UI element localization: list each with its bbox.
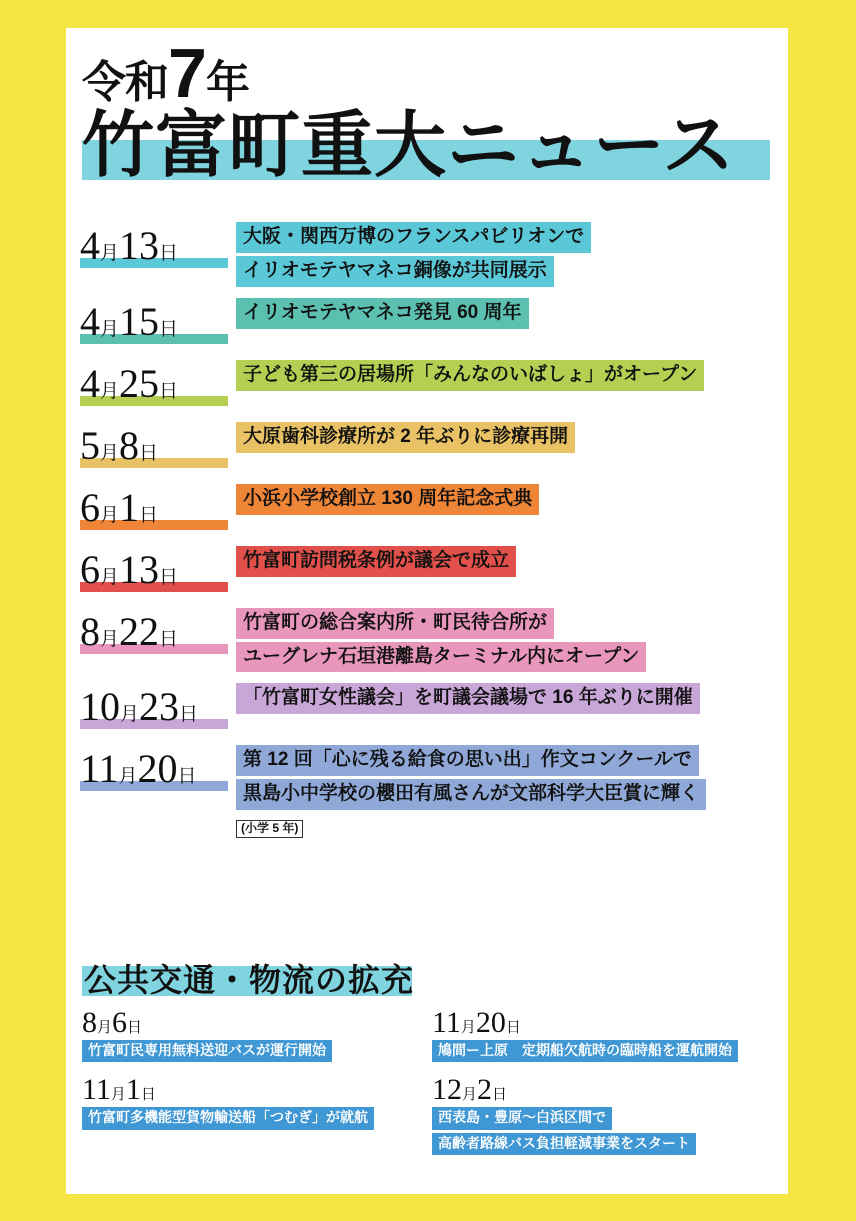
sub-date — [432, 1008, 782, 1038]
news-headline-line: 黒島小中学校の櫻田有風さんが文部科学大臣賞に輝く — [236, 779, 706, 810]
news-row — [66, 482, 788, 538]
news-headline — [236, 743, 788, 813]
news-headline — [236, 220, 788, 290]
news-month: 8 — [80, 608, 100, 654]
news-headline-line: 竹富町訪問税条例が議会で成立 — [236, 546, 516, 577]
news-month: 4 — [80, 223, 100, 268]
page-title: 竹富町重大ニュース — [82, 106, 736, 186]
sub-month: 12 — [432, 1073, 462, 1107]
sub-date — [82, 1008, 432, 1038]
news-headline — [236, 681, 788, 717]
sub-item — [82, 1075, 432, 1132]
sub-day-unit: 日 — [127, 1019, 143, 1036]
title-main-wrap — [78, 106, 778, 188]
news-headline — [236, 420, 788, 456]
news-headline — [236, 358, 788, 394]
news-headline-line: イリオモテヤマネコ発見 60 周年 — [236, 298, 529, 329]
title-year-suffix: 年 — [205, 58, 249, 107]
news-headline-line: 大阪・関西万博のフランスパビリオンで — [236, 222, 591, 253]
news-month-unit: 月 — [120, 704, 140, 726]
sub-day: 6 — [112, 1006, 128, 1039]
news-row — [66, 606, 788, 676]
news-month: 11 — [80, 746, 119, 792]
news-month-unit: 月 — [118, 766, 138, 788]
news-month-unit: 月 — [100, 380, 120, 402]
sub-month-unit: 月 — [110, 1086, 126, 1104]
sub-headline-line: 高齢者路線バス負担軽減事業をスタート — [432, 1133, 696, 1155]
sub-month: 11 — [432, 1006, 461, 1039]
section-column-right — [432, 1008, 782, 1168]
news-day: 25 — [119, 360, 160, 406]
news-day-unit: 日 — [159, 243, 179, 264]
news-month: 6 — [80, 484, 100, 530]
news-row — [66, 220, 788, 290]
news-month-unit: 月 — [100, 243, 120, 264]
news-day-unit: 日 — [159, 628, 179, 650]
sub-day-unit: 日 — [492, 1086, 508, 1104]
news-headline-line: イリオモテヤマネコ銅像が共同展示 — [236, 256, 554, 287]
news-month-unit: 月 — [100, 628, 120, 650]
news-date — [66, 420, 236, 472]
news-headline-line: 第 12 回「心に残る給食の思い出」作文コンクールで — [236, 745, 699, 776]
news-row — [66, 681, 788, 737]
news-day: 8 — [119, 422, 140, 468]
news-day-unit: 日 — [139, 442, 159, 464]
section-title-wrap — [82, 958, 788, 1002]
news-headline-line: 竹富町の総合案内所・町民待合所が — [236, 608, 554, 639]
sub-day-unit: 日 — [505, 1019, 521, 1036]
news-day: 1 — [119, 484, 140, 530]
news-day-unit: 日 — [159, 380, 179, 402]
news-month: 4 — [80, 298, 100, 344]
news-day-unit: 日 — [139, 504, 159, 526]
news-month: 5 — [80, 422, 100, 468]
news-day: 13 — [119, 546, 160, 592]
news-day-unit: 日 — [177, 766, 197, 788]
sub-headline-line: 鳩間ー上原 定期船欠航時の臨時船を運航開始 — [432, 1040, 738, 1062]
news-row — [66, 358, 788, 414]
news-month: 6 — [80, 546, 100, 592]
sub-day: 1 — [125, 1073, 141, 1107]
news-date — [66, 606, 236, 658]
news-headline — [236, 482, 788, 518]
sub-day: 20 — [475, 1006, 506, 1039]
sub-item — [82, 1008, 432, 1065]
sub-month-unit: 月 — [97, 1019, 113, 1036]
news-date — [66, 743, 236, 795]
news-date — [66, 220, 236, 272]
news-date — [66, 681, 236, 733]
title-year — [82, 34, 249, 112]
sub-headline-line: 竹富町多機能型貨物輸送船「つむぎ」が就航 — [82, 1107, 374, 1129]
sub-headline-line: 竹富町民専用無料送迎バスが運行開始 — [82, 1040, 332, 1062]
sub-month-unit: 月 — [460, 1019, 476, 1036]
section-columns — [66, 1008, 788, 1168]
news-headline-line: 子ども第三の居場所「みんなのいばしょ」がオープン — [236, 360, 704, 391]
title-year-prefix: 令和 — [82, 58, 168, 107]
sub-month-unit: 月 — [462, 1086, 478, 1104]
news-headline-line: ユーグレナ石垣港離島ターミナル内にオープン — [236, 642, 646, 673]
news-headline-line: 「竹富町女性議会」を町議会議場で 16 年ぶりに開催 — [236, 683, 700, 714]
news-date — [66, 544, 236, 596]
poster-sheet — [66, 28, 788, 1194]
sub-headline-line: 西表島・豊原〜白浜区間で — [432, 1107, 612, 1129]
news-date — [66, 358, 236, 410]
news-headline — [236, 544, 788, 580]
sub-day: 2 — [477, 1073, 493, 1107]
sub-item — [432, 1075, 782, 1158]
news-headline-line: 小浜小学校創立 130 周年記念式典 — [236, 484, 539, 515]
news-day-unit: 日 — [159, 318, 179, 340]
news-row — [66, 544, 788, 600]
news-day-unit: 日 — [179, 704, 199, 726]
news-headline — [236, 296, 788, 332]
news-headline-line: 大原歯科診療所が 2 年ぶりに診療再開 — [236, 422, 575, 453]
news-day: 22 — [119, 608, 160, 654]
sub-day-unit: 日 — [140, 1086, 156, 1104]
public-transport-section — [66, 958, 788, 1168]
news-day-unit: 日 — [159, 566, 179, 588]
news-month-unit: 月 — [100, 442, 120, 464]
section-column-left — [82, 1008, 432, 1168]
news-month: 10 — [80, 684, 120, 730]
news-date — [66, 482, 236, 534]
news-month-unit: 月 — [100, 504, 120, 526]
sub-date — [432, 1075, 782, 1105]
news-month-unit: 月 — [100, 318, 120, 340]
news-day: 13 — [119, 223, 160, 268]
news-list — [66, 220, 788, 838]
sub-month: 8 — [82, 1006, 97, 1039]
sub-month: 11 — [82, 1073, 111, 1107]
news-day: 15 — [119, 298, 160, 344]
news-day: 20 — [137, 746, 178, 792]
section-title: 公共交通・物流の拡充 — [84, 962, 415, 998]
title-year-number: 7 — [168, 34, 206, 112]
news-month: 4 — [80, 360, 100, 406]
sub-date — [82, 1075, 432, 1105]
sub-item — [432, 1008, 782, 1065]
news-row — [66, 296, 788, 352]
news-date — [66, 296, 236, 348]
news-row — [66, 420, 788, 476]
news-note: (小学 5 年) — [236, 820, 303, 838]
news-row — [66, 743, 788, 813]
news-month-unit: 月 — [100, 566, 120, 588]
news-day: 23 — [139, 684, 180, 730]
news-headline — [236, 606, 788, 676]
